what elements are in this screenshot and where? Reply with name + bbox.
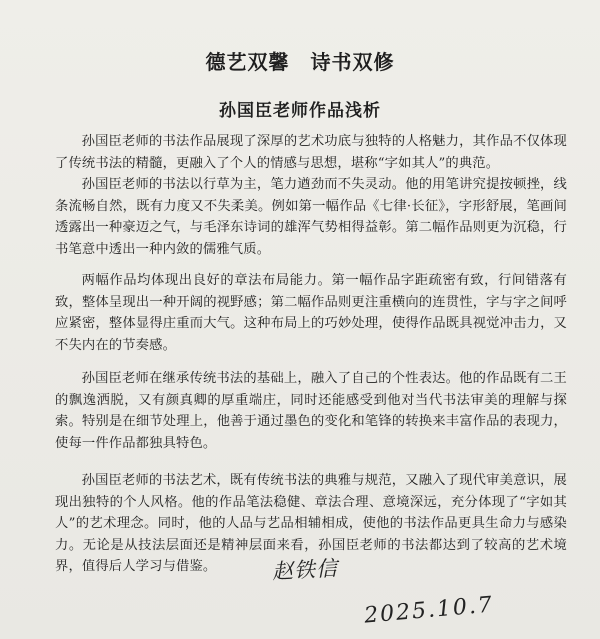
paragraph-3: 两幅作品均体现出良好的章法布局能力。第一幅作品字距疏密有致，行间错落有致，整体呈现出一种开阔的视野感；第二幅作品则更注重横向的连贯性，字与字之间呼应紧密，整体显得庄重而大气。这种布局上的巧妙处理，使得作品既具视觉冲击力，又不失内在的节奏感。: [55, 273, 567, 353]
subtitle: 孙国臣老师作品浅析: [219, 101, 381, 121]
paragraph-4: 孙国臣老师在继承传统书法的基础上，融入了自己的个性表达。他的作品既有二王的飘逸洒脱，又有颜真卿的厚重端庄，同时还能感受到他对当代书法审美的理解与探索。特别是在细节处理上，他善于通过墨色的变化和笔锋的转换来丰富作品的表现力，使每一件作品都独具特色。: [55, 371, 567, 451]
paragraph-5: 孙国臣老师的书法艺术，既有传统书法的典雅与规范，又融入了现代审美意识，展现出独特的个人风格。他的作品笔法稳健、章法合理、意境深远，充分体现了“字如其人”的艺术理念。同时，他的人品与艺品相辅相成，使他的书法作品更具生命力与感染力。无论是从技法层面还是精神层面来看，孙国臣老师的书法都达到了较高的艺术境界，值得后人学习与借鉴。: [55, 473, 567, 574]
paragraph-1: 孙国臣老师的书法作品展现了深厚的艺术功底与独特的人格魅力，其作品不仅体现了传统书法的精髓，更融入了个人的情感与思想，堪称“字如其人”的典范。: [55, 134, 567, 171]
article-body: [55, 131, 567, 578]
signature-date: 2025.10.7: [363, 592, 495, 629]
signature-name: 赵铁信: [271, 556, 339, 584]
main-title: 德艺双馨 诗书双修: [205, 50, 395, 74]
paragraph-2: 孙国臣老师的书法以行草为主，笔力遒劲而不失灵动。他的用笔讲究提按顿挫，线条流畅自然，既有力度又不失柔美。例如第一幅作品《七律·长征》，字形舒展，笔画间透露出一种豪迈之气，与毛泽东诗词的雄浑气势相得益彰。第二幅作品则更为沉稳，行书笔意中透出一种内敛的儒雅气质。: [55, 177, 567, 257]
